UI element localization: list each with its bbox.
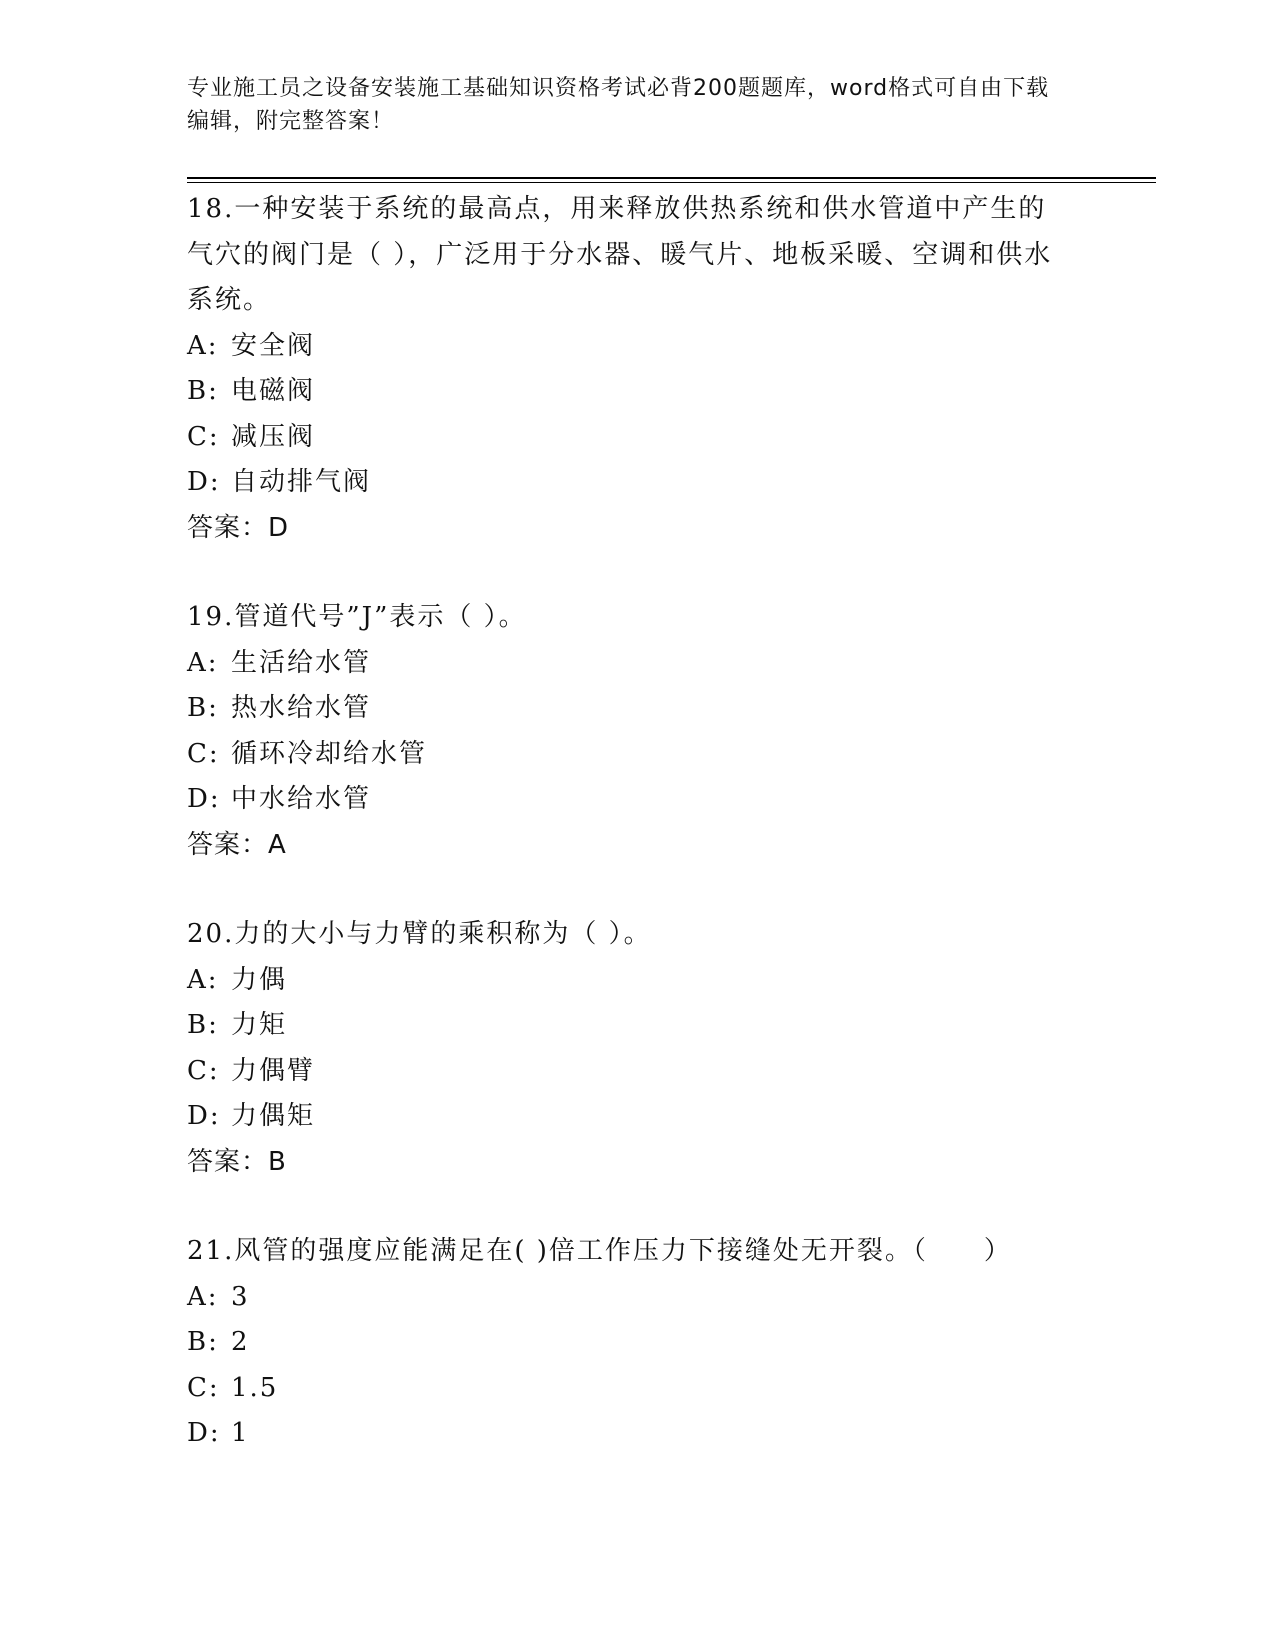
option-text: 1.5 (231, 1372, 279, 1403)
option-text: 力偶臂 (231, 1055, 316, 1086)
header-divider-thin (187, 182, 1156, 183)
question-text: 19.管道代号”J”表示（ ）。 (187, 602, 527, 632)
question-list (187, 187, 1087, 1501)
header-divider-thick (187, 177, 1156, 179)
document-title: 专业施工员之设备安装施工基础知识资格考试必背200题题库，word格式可自由下载编辑，附完整答案！ (187, 76, 1050, 134)
answer-text: 答案：A (187, 829, 287, 860)
option-a (187, 1275, 1087, 1321)
option-label: D: (187, 784, 221, 814)
document-header (187, 72, 1067, 138)
option-text: 力偶 (231, 964, 288, 995)
option-label: A: (187, 330, 219, 361)
option-text: 1 (231, 1418, 250, 1448)
option-text: 电磁阀 (231, 376, 316, 406)
option-a (187, 958, 1087, 1004)
question-18 (187, 187, 1087, 551)
option-label: C: (187, 1055, 220, 1086)
answer-text: 答案：D (187, 512, 290, 543)
option-label: C: (187, 1372, 220, 1403)
question-text: 21.风管的强度应能满足在( )倍工作压力下接缝处无开裂。（ ） (187, 1236, 1012, 1266)
option-d (187, 1094, 1087, 1140)
option-text: 生活给水管 (231, 647, 372, 678)
question-text: 20.力的大小与力臂的乘积称为（ ）。 (187, 919, 652, 949)
option-text: 减压阀 (231, 421, 316, 452)
answer-text: 答案：B (187, 1146, 287, 1177)
option-a (187, 641, 1087, 687)
option-text: 中水给水管 (231, 784, 372, 814)
option-b (187, 369, 1087, 415)
option-b (187, 1320, 1087, 1366)
question-21 (187, 1229, 1087, 1457)
option-text: 力矩 (231, 1010, 288, 1040)
option-text: 循环冷却给水管 (231, 738, 428, 769)
option-label: B: (187, 1327, 219, 1357)
question-19 (187, 595, 1087, 868)
question-20 (187, 912, 1087, 1185)
question-text: 18.一种安装于系统的最高点，用来释放供热系统和供水管道中产生的气穴的阀门是（ ），广泛用于分水器、暖气片、地板采暖、空调和供水系统。 (187, 194, 1053, 315)
option-b (187, 1003, 1087, 1049)
option-label: B: (187, 376, 219, 406)
option-c (187, 1366, 1087, 1412)
option-text: 3 (231, 1281, 250, 1312)
option-label: A: (187, 647, 219, 678)
option-text: 2 (231, 1327, 250, 1357)
option-c (187, 415, 1087, 461)
option-c (187, 732, 1087, 778)
option-label: D: (187, 1101, 221, 1131)
option-label: A: (187, 964, 219, 995)
option-d (187, 1411, 1087, 1457)
option-label: C: (187, 738, 220, 769)
option-label: A: (187, 1281, 219, 1312)
option-c (187, 1049, 1087, 1095)
option-text: 热水给水管 (231, 693, 372, 723)
option-label: D: (187, 1418, 221, 1448)
option-text: 力偶矩 (231, 1101, 316, 1131)
option-label: C: (187, 421, 220, 452)
option-a (187, 324, 1087, 370)
option-text: 安全阀 (231, 330, 316, 361)
option-label: D: (187, 467, 221, 497)
option-label: B: (187, 693, 219, 723)
option-d (187, 777, 1087, 823)
option-b (187, 686, 1087, 732)
option-label: B: (187, 1010, 219, 1040)
option-d (187, 460, 1087, 506)
option-text: 自动排气阀 (231, 467, 372, 497)
